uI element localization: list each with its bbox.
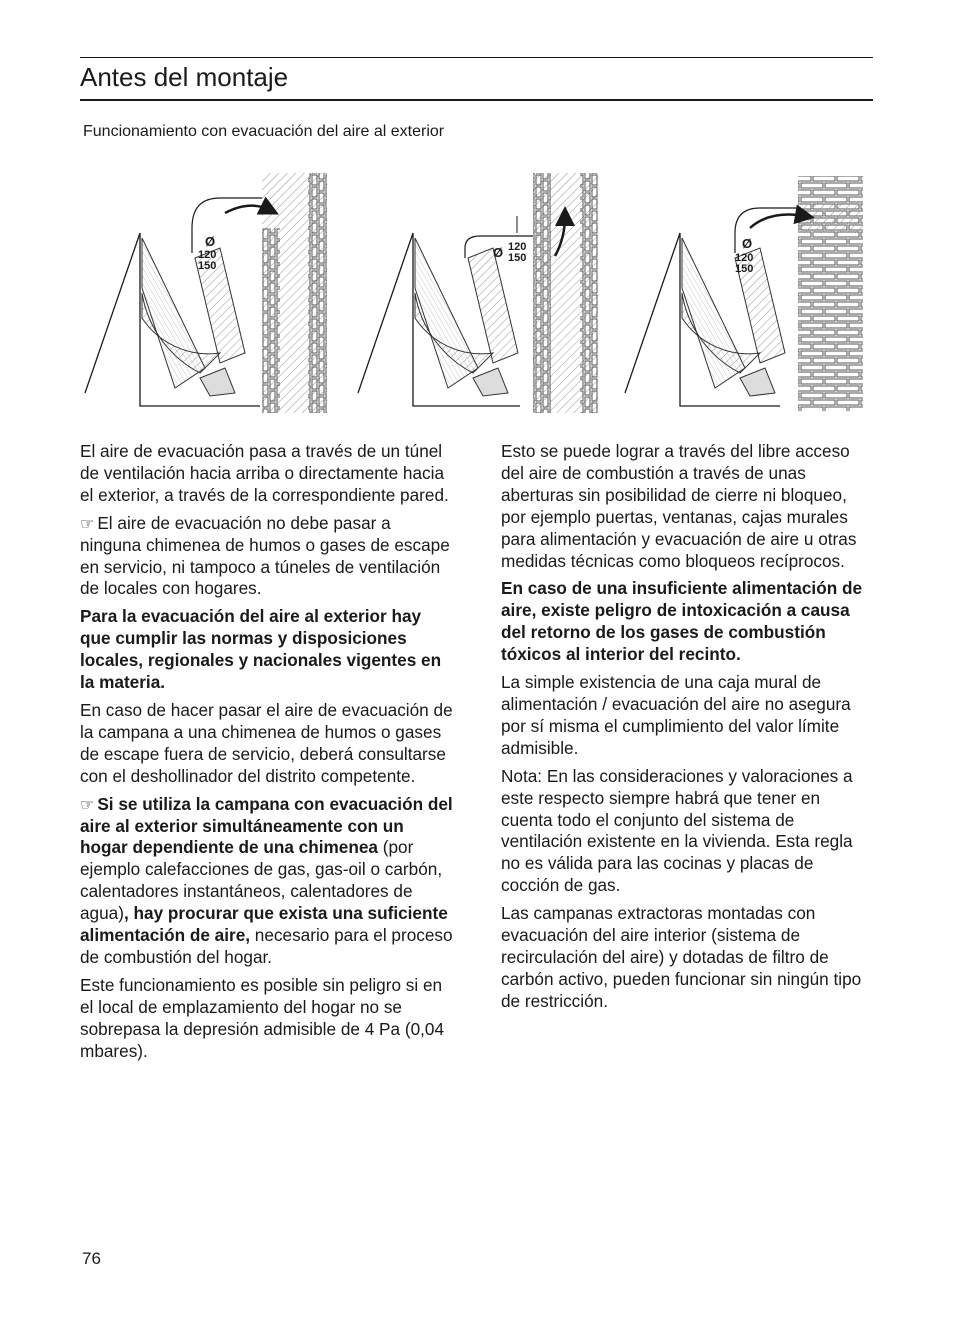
pointing-hand-icon: ☞ bbox=[80, 513, 95, 533]
note-bold-text: , hay procurar que exista una suficiente alimentación de aire, bbox=[80, 903, 448, 946]
dim-label-150: 150 bbox=[508, 252, 527, 264]
dim-label-120: 120 bbox=[198, 249, 217, 261]
warning-paragraph: En caso de una insuficiente alimentación de aire, existe peligro de intoxicación a causa del retorno de los gases de combustión tóxicos al interior del recinto. bbox=[501, 578, 863, 665]
diameter-symbol: Ø bbox=[493, 245, 504, 260]
diagram-chimney-top-exit bbox=[85, 173, 327, 413]
dim-label-150: 150 bbox=[198, 260, 217, 272]
paragraph: El aire de evacuación pasa a través de un túnel de ventilación hacia arriba o directamente hacia el exterior, a través de la correspondiente pared. bbox=[80, 441, 449, 505]
dim-label-150: 150 bbox=[735, 263, 754, 275]
diameter-symbol: Ø bbox=[742, 236, 753, 251]
paragraph: Este funcionamiento es posible sin peligro si en el local de emplazamiento del hogar no se sobrepasa la depresión admisible de 4 Pa (0,04 mbares). bbox=[80, 974, 445, 1061]
page-title: Antes del montaje bbox=[80, 62, 289, 92]
dim-label-120: 120 bbox=[508, 241, 527, 253]
note-bold-text: Si se utiliza la campana con evacuación del aire al exterior simultáneamente con un hogar dependiente de una chimenea bbox=[80, 793, 453, 858]
paragraph: Esto se puede lograr a través del libre acceso del aire de combustión a través de unas aberturas sin posibilidad de cierre ni bloqueo, por ejemplo puertas, ventanas, cajas murales para alimentación y evacuación de aire u otras medidas técnicas como bloqueos recíprocos. bbox=[501, 441, 857, 571]
page-number: 76 bbox=[82, 1249, 101, 1268]
diagram-wall-exit bbox=[625, 176, 863, 411]
note-paragraph bbox=[80, 513, 455, 601]
figure-caption: Funcionamiento con evacuación del aire al exterior bbox=[83, 123, 445, 140]
note-text: (por ejemplo calefacciones de gas, gas-oil o carbón, calentadores instantáneos, calentadores de agua) bbox=[80, 837, 443, 924]
warning-paragraph: Para la evacuación del aire al exterior hay que cumplir las normas y disposiciones locales, regionales y nacionales vigentes en la materia. bbox=[80, 606, 442, 693]
header-rule-top bbox=[80, 57, 873, 58]
dim-label-120: 120 bbox=[735, 252, 754, 264]
paragraph: Nota: En las consideraciones y valoraciones a este respecto siempre habrá que tener en cuenta todo el conjunto del sistema de ventilación existente en la vivienda. Esta regla no es válida para las cocinas y placas de cocción de gas. bbox=[501, 765, 853, 896]
note-text: El aire de evacuación no debe pasar a ninguna chimenea de humos o gases de escape en servicio, ni tampoco a túneles de ventilación de locales con hogares. bbox=[80, 512, 450, 599]
paragraph: La simple existencia de una caja mural de alimentación / evacuación del aire no asegura por sí misma el cumplimiento del valor límite admisible. bbox=[501, 672, 851, 758]
installation-diagrams bbox=[80, 168, 873, 418]
paragraph: En caso de hacer pasar el aire de evacuación de la campana a una chimenea de humos o gases de escape fuera de servicio, deberá consultarse con el deshollinador del distrito competente. bbox=[80, 699, 453, 786]
right-column bbox=[501, 441, 876, 1019]
note-text: necesario para el proceso de combustión del hogar. bbox=[80, 925, 453, 967]
diagram-chimney-side-entry bbox=[358, 173, 598, 413]
pointing-hand-icon: ☞ bbox=[80, 794, 95, 814]
diameter-symbol: Ø bbox=[205, 234, 216, 249]
header-rule-bottom bbox=[80, 99, 873, 101]
left-column bbox=[80, 441, 455, 1068]
note-paragraph bbox=[80, 794, 455, 969]
paragraph: Las campanas extractoras montadas con evacuación del aire interior (sistema de recirculación del aire) y dotadas de filtro de carbón activo, pueden funcionar sin ningún tipo de restricción. bbox=[501, 903, 862, 1011]
